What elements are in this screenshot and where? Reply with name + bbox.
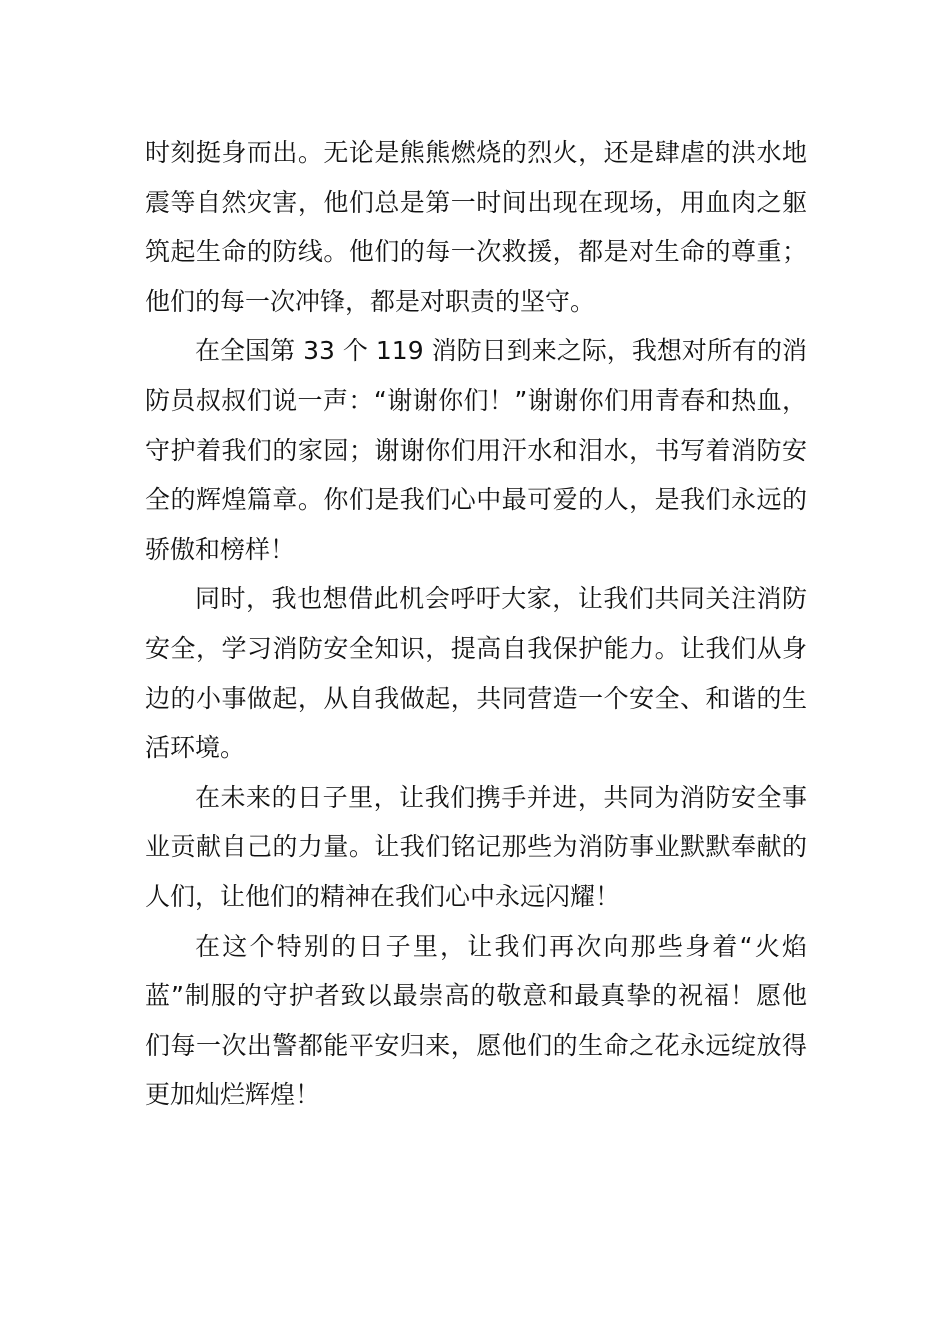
paragraph-appeal: 同时，我也想借此机会呼吁大家，让我们共同关注消防安全，学习消防安全知识，提高自我保护能力。让我们从身边的小事做起，从自我做起，共同营造一个安全、和谐的生活环境。 [145,584,807,763]
paragraph-thanks: 在全国第 33 个 119 消防日到来之际，我想对所有的消防员叔叔们说一声：“谢谢你们！”谢谢你们用青春和热血，守护着我们的家园；谢谢你们用汗水和泪水，书写着消防安全的辉煌篇章。你们是我们心中最可爱的人，是我们永远的骄傲和榜样！ [145,336,807,564]
paragraph-blessing: 在这个特别的日子里，让我们再次向那些身着“火焰蓝”制服的守护者致以最崇高的敬意和最真挚的祝福！愿他们每一次出警都能平安归来，愿他们的生命之花永远绽放得更加灿烂辉煌！ [145,931,807,1110]
paragraph-continuation: 时刻挺身而出。无论是熊熊燃烧的烈火，还是肆虐的洪水地震等自然灾害，他们总是第一时间出现在现场，用血肉之躯筑起生命的防线。他们的每一次救援，都是对生命的尊重；他们的每一次冲锋，都是对职责的坚守。 [145,138,807,316]
document-body [145,128,807,1120]
paragraph-future: 在未来的日子里，让我们携手并进，共同为消防安全事业贡献自己的力量。让我们铭记那些为消防事业默默奉献的人们，让他们的精神在我们心中永远闪耀！ [145,782,807,911]
